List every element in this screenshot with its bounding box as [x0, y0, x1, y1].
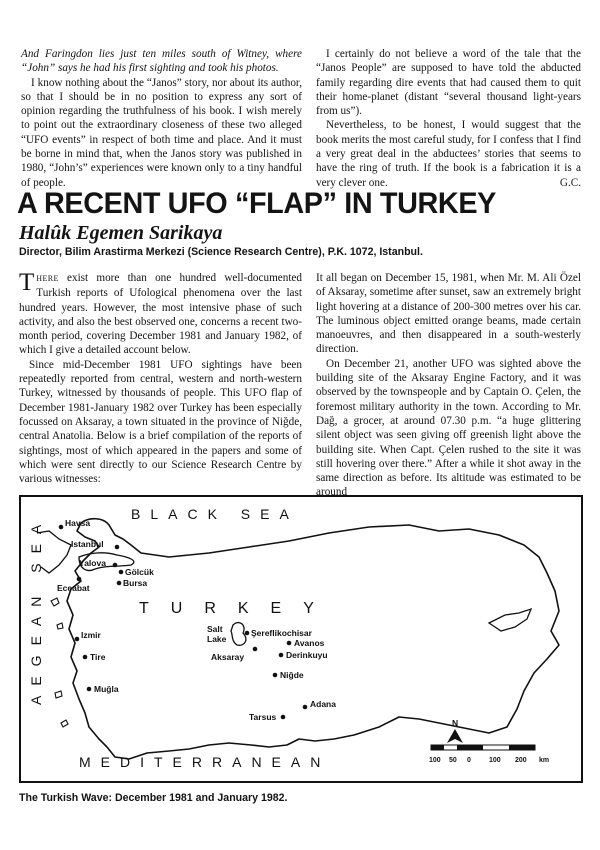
svg-text:Izmir: Izmir — [81, 630, 101, 640]
city-adana — [303, 699, 337, 709]
black-sea-label: BLACK SEA — [131, 506, 299, 522]
svg-text:Aksaray: Aksaray — [211, 652, 245, 662]
svg-text:Niğde: Niğde — [280, 670, 304, 680]
city-izmir — [75, 630, 102, 641]
body-left-column — [19, 271, 302, 486]
top-right-column — [316, 47, 581, 190]
city-nigde — [273, 670, 304, 680]
top-left-paragraph-2: I know nothing about the “Janos” story, nor about its author, so that I should be in no position to express any sort of opinion regarding the truthfulness of his book. I wish merely to point out the extraordinary closeness of these two alleged “UFO events” in respect of both time and place. And it must be borne in mind that, when the Janos story was published in 1980, “John’s” experiences were known only to a tiny handful of people. — [21, 76, 302, 189]
svg-text:Istanbul: Istanbul — [71, 539, 104, 549]
drop-cap: T — [19, 269, 35, 296]
svg-text:100: 100 — [429, 757, 441, 764]
body-paragraph-2: Since mid-December 1981 UFO sightings have been repeatedly reported from central, western and north-western Turkey, witnessed by thousands of people. This UFO flap of December 1981-January 1982 over Turkey has been especially focussed on Aksaray, a town situated in the province of Niğde, central Anatolia. Below is a brief compilation of the reports of sightings, most of which appeared in the papers and some of which were sent directly to our Science Research Centre by various witnesses: — [19, 358, 302, 486]
svg-text:50: 50 — [449, 757, 457, 764]
body-paragraph-4: On December 21, another UFO was sighted above the building site of the Aksaray Engine Factory, and it was observed by the townspeople and by Captain O. Çelen, the foremost military authority in the town. According to Mr. Dağ, a grocer, at around 07.30 p.m. “a huge glittering silent object was seen giving off greenish light above the building site. When Capt. Çelen rushed to the site it was still hovering over there.” After a while it shot away in the same direction as before. Its altitude was estimated to be around — [316, 357, 581, 499]
aegean-sea-label: AEGEAN SEA — [28, 514, 44, 705]
svg-text:Muğla: Muğla — [94, 684, 119, 694]
svg-text:Eceabat: Eceabat — [57, 583, 90, 593]
city-sereflikochisar — [245, 628, 313, 638]
small-caps-word: HERE — [36, 274, 59, 283]
city-eceabat — [57, 577, 90, 593]
body-paragraph-1: THERE exist more than one hundred well-documented Turkish reports of Ufological phenomena over the last hundred years. However, the most intensive phase of such activity, and also the best observed one, concerns a recent two-month period, covering December 1981 and January 1982, of which I give a detailed account below. — [19, 269, 302, 357]
svg-text:0: 0 — [467, 757, 471, 764]
svg-text:Derinkuyu: Derinkuyu — [286, 650, 328, 660]
city-mugla — [87, 684, 119, 694]
article-author: Halûk Egemen Sarikaya — [19, 222, 223, 244]
svg-text:Havsa: Havsa — [65, 518, 91, 528]
cyprus-island — [489, 609, 531, 631]
svg-text:N: N — [452, 718, 459, 728]
svg-text:km: km — [539, 757, 550, 764]
country-label: TURKEY — [139, 600, 336, 617]
city-golcuk — [119, 567, 154, 577]
map-caption: The Turkish Wave: December 1981 and January 1982. — [19, 792, 288, 804]
city-derinkuyu — [279, 650, 328, 660]
author-affiliation: Director, Bilim Arastirma Merkezi (Science Research Centre), P.K. 1072, Istanbul. — [19, 246, 423, 258]
city-tarsus — [249, 712, 285, 722]
body-right-column — [316, 271, 581, 500]
svg-text:Adana: Adana — [310, 699, 336, 709]
svg-text:100: 100 — [489, 757, 501, 764]
city-avanos — [287, 638, 325, 648]
svg-text:Yalova: Yalova — [79, 558, 106, 568]
scale-bar — [429, 745, 549, 764]
svg-text:Avanos: Avanos — [294, 638, 325, 648]
svg-text:Şereflikochisar: Şereflikochisar — [251, 628, 312, 638]
city-tire — [83, 652, 106, 662]
svg-text:Bursa: Bursa — [123, 578, 148, 588]
city-aksaray — [211, 647, 257, 662]
top-left-paragraph-1: And Faringdon lies just ten miles south of Witney, where “John” says he had his first sighting and took his photos. — [21, 48, 302, 75]
svg-text:200: 200 — [515, 757, 527, 764]
svg-text:Tarsus: Tarsus — [249, 712, 277, 722]
salt-lake — [231, 623, 246, 646]
north-arrow — [447, 718, 463, 743]
mediterranean-label: MEDITERRANEAN — [79, 754, 331, 770]
salt-lake-label-2: Lake — [207, 634, 227, 644]
salt-lake-label-1: Salt — [207, 624, 223, 634]
article-headline: A RECENT UFO “FLAP” IN TURKEY — [17, 187, 497, 220]
top-right-paragraph-1: I certainly do not believe a word of the tale that the “Janos People” are supposed to have told the abducted family regarding dire events that had caused them to quit their home-planet (distant “several thousand light-years from us”). — [316, 48, 581, 118]
signature: G.C. — [559, 176, 581, 189]
city-bursa — [117, 578, 148, 588]
top-left-column — [21, 47, 302, 190]
aegean-islands — [51, 598, 68, 727]
body-paragraph-3: It all began on December 15, 1981, when Mr. M. Ali Özel of Aksaray, sometime after sunset, saw an extremely bright light hovering at a distance of 200-300 metres over his car. The luminous object emitted orange beams, made certain manoeuvres, and then disappeared in a south-westerly direction. — [316, 272, 581, 356]
svg-text:Tire: Tire — [90, 652, 106, 662]
city-havsa — [59, 518, 91, 529]
svg-text:Gölcük: Gölcük — [125, 567, 154, 577]
top-right-paragraph-2: Nevertheless, to be honest, I would suggest that the book merits the most careful study, for I confess that I find a very great deal in the abductees’ stories that seems to have the ring of truth. If the book is a fabrication it is a very clever one. G.C. — [316, 119, 581, 189]
city-istanbul — [71, 539, 119, 549]
turkey-map — [19, 495, 583, 783]
